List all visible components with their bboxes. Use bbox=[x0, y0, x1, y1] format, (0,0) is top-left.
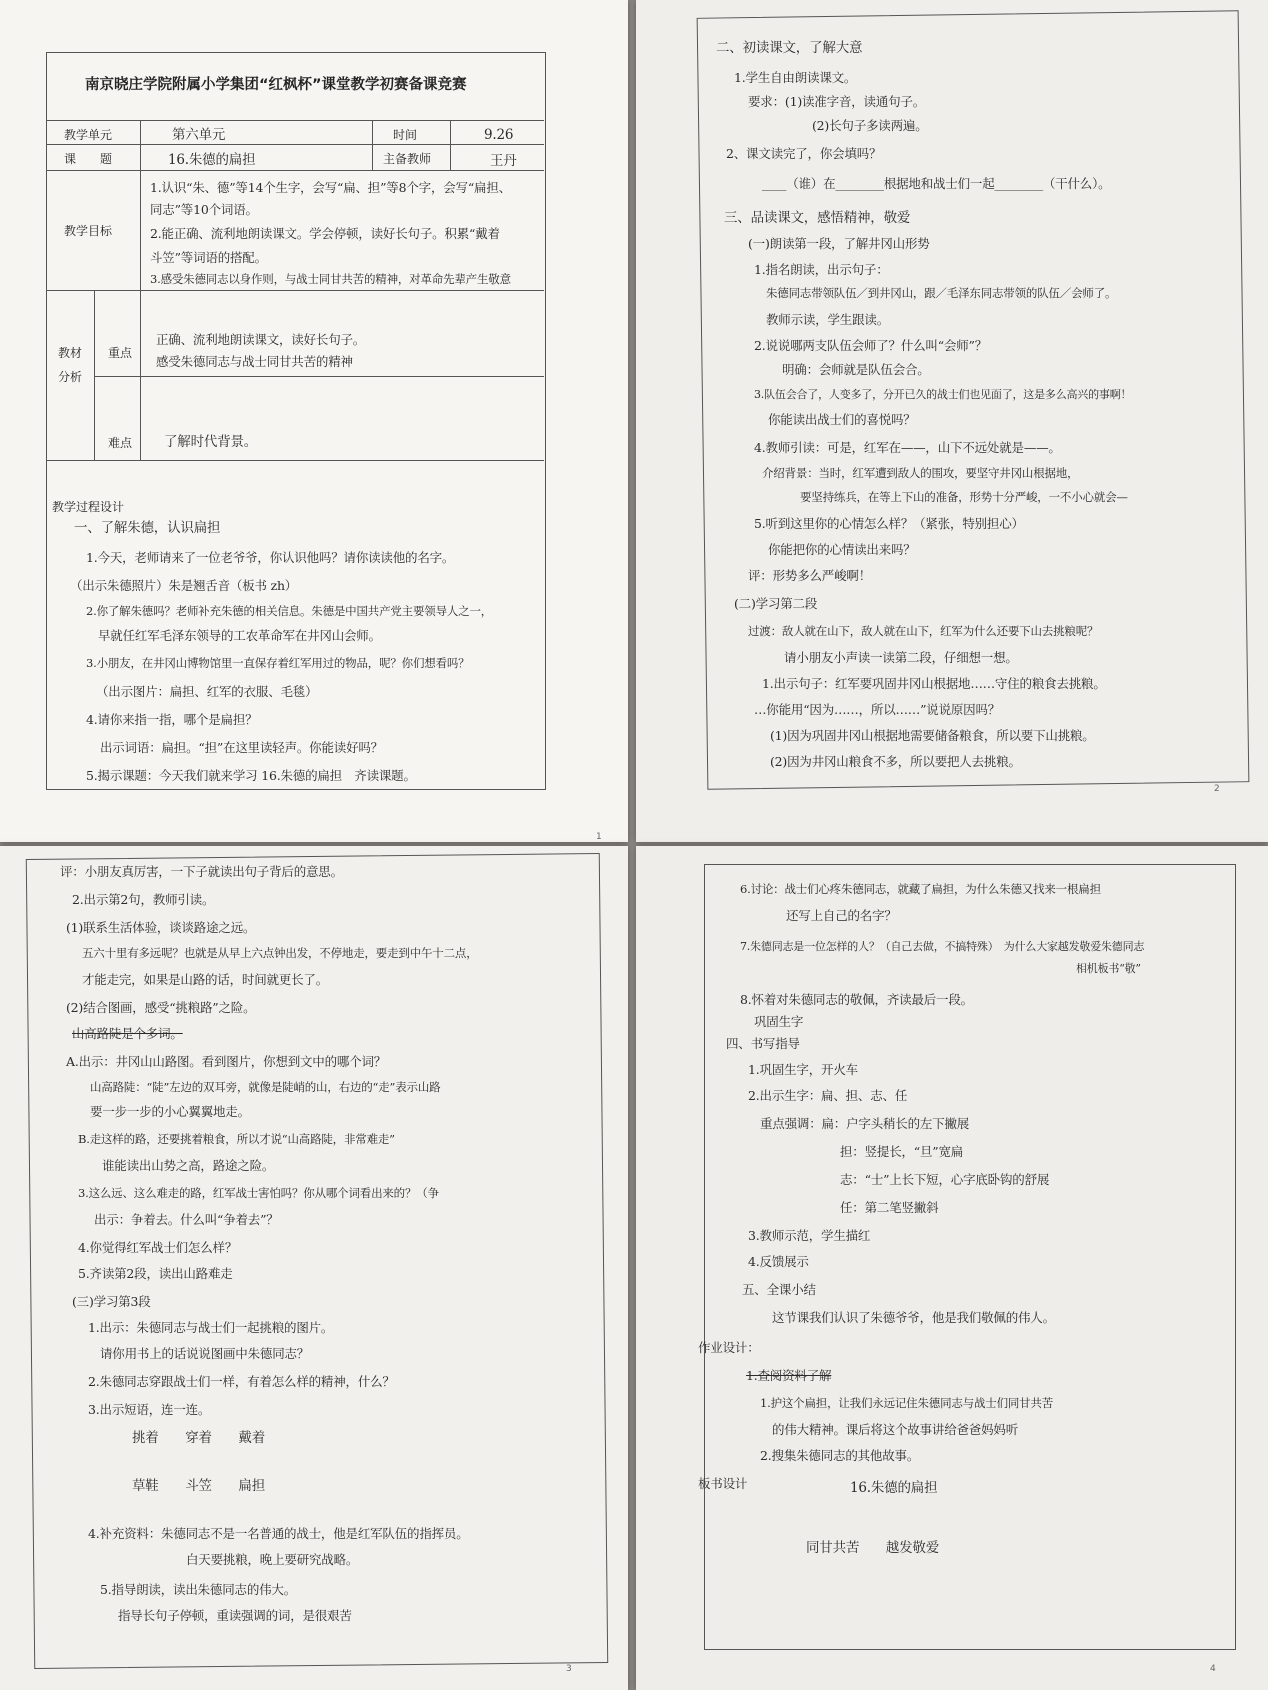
text-line: 2.说说哪两支队伍会师了？什么叫“会师”？ bbox=[754, 338, 988, 353]
text-line: 8.怀着对朱德同志的敬佩，齐读最后一段。 bbox=[740, 992, 973, 1007]
text-line: 同甘共苦 越发敬爱 bbox=[806, 1540, 939, 1556]
label-process: 教学过程设计 bbox=[52, 500, 125, 514]
text-line: 挑着 穿着 戴着 bbox=[132, 1430, 265, 1446]
text-line: 谁能读出山势之高，路途之险。 bbox=[102, 1158, 275, 1173]
process-line: 3.小朋友，在井冈山博物馆里一直保存着红军用过的物品，呢？你们想看吗？ bbox=[86, 656, 470, 670]
text-line: 1.学生自由朗读课文。 bbox=[734, 70, 857, 85]
page-1-frame bbox=[46, 52, 546, 790]
process-line: （出示朱德照片）朱是翘舌音（板书 zh） bbox=[70, 578, 298, 593]
text-line: 介绍背景：当时，红军遭到敌人的围攻，要坚守井冈山根据地， bbox=[762, 466, 1079, 480]
process-line: （出示图片：扁担、红军的衣服、毛毯） bbox=[96, 684, 318, 699]
page-number: 2 bbox=[1214, 784, 1220, 794]
key-point: 正确、流利地朗读课文，读好长句子。 bbox=[156, 332, 366, 347]
text-line: 7.朱德同志是一位怎样的人？（自己去做，不搞特殊） 为什么大家越发敬爱朱德同志 bbox=[740, 940, 1145, 953]
text-line: 2.出示第2句，教师引读。 bbox=[72, 892, 215, 907]
text-line: 评：小朋友真厉害，一下子就读出句子背后的意思。 bbox=[60, 864, 343, 879]
text-line: 这节课我们认识了朱德爷爷，他是我们敬佩的伟人。 bbox=[772, 1310, 1055, 1325]
label-key: 重点 bbox=[108, 346, 133, 360]
text-line: 3.教师示范，学生描红 bbox=[748, 1228, 871, 1243]
text-line: 要一步一步的小心翼翼地走。 bbox=[90, 1104, 250, 1119]
label-time: 时间 bbox=[393, 128, 418, 142]
key-point: 感受朱德同志与战士同甘共苦的精神 bbox=[156, 354, 353, 369]
text-line: 明确：会师就是队伍会合。 bbox=[782, 362, 930, 377]
text-line: 出示：争着去。什么叫“争着去”？ bbox=[94, 1212, 279, 1227]
label-teacher: 主备教师 bbox=[383, 152, 432, 166]
text-line: 1.出示句子：红军要巩固井冈山根据地……守住的粮食去挑粮。 bbox=[762, 676, 1106, 691]
text-line: 草鞋 斗笠 扁担 bbox=[132, 1478, 265, 1494]
text-line: 白天要挑粮，晚上要研究战略。 bbox=[186, 1552, 359, 1567]
text-line: 朱德同志带领队伍／到井冈山，跟／毛泽东同志带领的队伍／会师了。 bbox=[766, 286, 1117, 300]
text-line: 教师示读，学生跟读。 bbox=[766, 312, 890, 327]
text-line: 三、品读课文，感悟精神，敬爱 bbox=[724, 210, 911, 226]
difficult-point: 了解时代背景。 bbox=[164, 434, 258, 450]
text-line: 担：竖提长，“旦”宽扁 bbox=[840, 1144, 964, 1159]
page-number: 3 bbox=[566, 1664, 572, 1674]
process-line: 5.揭示课题：今天我们就来学习 16.朱德的扁担 齐读课题。 bbox=[86, 768, 416, 783]
text-line: 山高路陡是个多词。 bbox=[72, 1026, 183, 1041]
document-title: 南京晓庄学院附属小学集团“红枫杯”课堂教学初赛备课竞赛 bbox=[85, 77, 467, 93]
text-line: 要求：(1)读准字音，读通句子。 bbox=[748, 94, 926, 109]
page-number: 4 bbox=[1210, 1664, 1216, 1674]
text-line: A.出示：井冈山山路图。看到图片，你想到文中的哪个词？ bbox=[66, 1054, 387, 1069]
text-line: 4.补充资料：朱德同志不是一名普通的战士，他是红军队伍的指挥员。 bbox=[88, 1526, 469, 1541]
text-line: (一)朗读第一段，了解井冈山形势 bbox=[748, 236, 930, 251]
label-goals: 教学目标 bbox=[64, 224, 113, 238]
text-line: 二、初读课文，了解大意 bbox=[716, 40, 863, 56]
text-line: 才能走完，如果是山路的话，时间就更长了。 bbox=[82, 972, 329, 987]
label-material: 教材 bbox=[58, 346, 83, 360]
page-1 bbox=[0, 0, 628, 842]
text-line: 请你用书上的话说说图画中朱德同志？ bbox=[100, 1346, 310, 1361]
text-line: 你能读出战士们的喜悦吗？ bbox=[768, 412, 916, 427]
page-4 bbox=[636, 846, 1268, 1690]
value-unit: 第六单元 bbox=[172, 127, 226, 143]
text-line: (2)因为井冈山粮食不多，所以要把人去挑粮。 bbox=[770, 754, 1021, 769]
text-line: 2.朱德同志穿跟战士们一样，有着怎么样的精神，什么？ bbox=[88, 1374, 395, 1389]
text-line: (2)长句子多读两遍。 bbox=[812, 118, 928, 133]
text-line: (1)因为巩固井冈山根据地需要储备粮食，所以要下山挑粮。 bbox=[770, 728, 1095, 743]
text-line: (2)结合图画，感受“挑粮路”之险。 bbox=[66, 1000, 256, 1015]
text-line: 4.教师引读：可是，红军在——，山下不远处就是——。 bbox=[754, 440, 1061, 455]
text-line: 5.齐读第2段，读出山路难走 bbox=[78, 1266, 233, 1281]
text-line: ____（谁）在________根据地和战士们一起________（干什么）。 bbox=[762, 176, 1111, 191]
goal-line: 斗笠”等词语的搭配。 bbox=[150, 250, 267, 265]
text-line: 6.讨论：战士们心疼朱德同志，就藏了扁担，为什么朱德又找来一根扁担 bbox=[740, 882, 1101, 896]
text-line: 5.听到这里你的心情怎么样？（紧张，特别担心） bbox=[754, 516, 1024, 531]
text-line: 2.搜集朱德同志的其他故事。 bbox=[760, 1448, 920, 1463]
value-lesson: 16.朱德的扁担 bbox=[168, 152, 256, 168]
process-line: 出示词语：扁担。“担”在这里读轻声。你能读好吗？ bbox=[100, 740, 383, 755]
process-line: 1.今天，老师请来了一位老爷爷，你认识他吗？请你读读他的名字。 bbox=[86, 550, 455, 565]
text-line: 请小朋友小声读一读第二段，仔细想一想。 bbox=[784, 650, 1018, 665]
goal-line: 同志”等10个词语。 bbox=[150, 202, 258, 217]
text-line: 巩固生字 bbox=[754, 1014, 804, 1029]
process-line: 4.请你来指一指，哪个是扁担？ bbox=[86, 712, 258, 727]
goal-line: 2.能正确、流利地朗读课文。学会停顿，读好长句子。积累“戴着 bbox=[150, 226, 500, 241]
text-line: 重点强调：扁：户字头稍长的左下撇展 bbox=[760, 1116, 970, 1131]
text-line: 3.队伍会合了，人变多了，分开已久的战士们也见面了，这是多么高兴的事啊！ bbox=[754, 388, 1132, 401]
text-line: 1.出示：朱德同志与战士们一起挑粮的图片。 bbox=[88, 1320, 334, 1335]
text-line: 五、全课小结 bbox=[742, 1282, 816, 1297]
text-line: 板书设计 bbox=[698, 1476, 748, 1491]
text-line: 作业设计： bbox=[698, 1340, 760, 1355]
text-line: 1.指名朗读，出示句子： bbox=[754, 262, 889, 277]
text-line: 5.指导朗读，读出朱德同志的伟大。 bbox=[100, 1582, 297, 1597]
text-line: 1.查阅资料了解 bbox=[746, 1368, 832, 1383]
text-line: 五六十里有多远呢？也就是从早上六点钟出发，不停地走，要走到中午十二点， bbox=[82, 946, 478, 960]
text-line: 4.反馈展示 bbox=[748, 1254, 809, 1269]
label-lesson: 课 题 bbox=[64, 152, 113, 166]
text-line: 1.护这个扁担，让我们永远记住朱德同志与战士们同甘共苦 bbox=[760, 1396, 1054, 1410]
text-line: (二)学习第二段 bbox=[734, 596, 818, 611]
text-line: 相机板书“敬” bbox=[1076, 962, 1141, 975]
text-line: 还写上自己的名字？ bbox=[786, 908, 897, 923]
text-line: 四、书写指导 bbox=[726, 1036, 800, 1051]
label-difficult: 难点 bbox=[108, 436, 133, 450]
page-number: 1 bbox=[596, 832, 602, 842]
value-teacher: 王丹 bbox=[490, 153, 517, 169]
process-line: 早就任红军毛泽东领导的工农革命军在井冈山会师。 bbox=[98, 628, 381, 643]
page-2 bbox=[636, 0, 1268, 842]
text-line: 志：“士”上长下短，心字底卧钩的舒展 bbox=[840, 1172, 1050, 1187]
value-time: 9.26 bbox=[484, 127, 514, 143]
text-line: 2.出示生字：扁、担、志、任 bbox=[748, 1088, 908, 1103]
text-line: 评：形势多么严峻啊！ bbox=[748, 568, 872, 583]
text-line: …你能用“因为……，所以……”说说原因吗？ bbox=[754, 702, 1001, 717]
process-line: 一、了解朱德，认识扁担 bbox=[74, 520, 221, 536]
text-line: (1)联系生活体验，谈谈路途之远。 bbox=[66, 920, 256, 935]
label-unit: 教学单元 bbox=[64, 128, 113, 142]
goal-line: 1.认识“朱、德”等14个生字，会写“扁、担”等8个字，会写“扁担、 bbox=[150, 180, 511, 195]
text-line: 的伟大精神。课后将这个故事讲给爸爸妈妈听 bbox=[772, 1422, 1019, 1437]
text-line: 过渡：敌人就在山下，敌人就在山下，红军为什么还要下山去挑粮呢？ bbox=[748, 624, 1099, 638]
process-line: 2.你了解朱德吗？老师补充朱德的相关信息。朱德是中国共产党主要领导人之一， bbox=[86, 604, 493, 618]
goal-line: 3.感受朱德同志以身作则，与战士同甘共苦的精神，对革命先辈产生敬意 bbox=[150, 272, 511, 286]
text-line: 你能把你的心情读出来吗？ bbox=[768, 542, 916, 557]
text-line: 山高路陡：“陡”左边的双耳旁，就像是陡峭的山，右边的“走”表示山路 bbox=[90, 1080, 441, 1094]
text-line: (三)学习第3段 bbox=[72, 1294, 151, 1309]
page-3 bbox=[0, 846, 628, 1690]
label-analysis: 分析 bbox=[58, 370, 83, 384]
text-line: 2、课文读完了，你会填吗？ bbox=[726, 146, 882, 161]
text-line: 3.出示短语，连一连。 bbox=[88, 1402, 211, 1417]
text-line: 任：第二笔竖撇斜 bbox=[840, 1200, 939, 1215]
text-line: 指导长句子停顿，重读强调的词，是很艰苦 bbox=[118, 1608, 352, 1623]
text-line: 3.这么远、这么难走的路，红军战士害怕吗？你从哪个词看出来的？（争 bbox=[78, 1186, 439, 1200]
text-line: 1.巩固生字，开火车 bbox=[748, 1062, 858, 1077]
text-line: 16.朱德的扁担 bbox=[850, 1480, 938, 1496]
text-line: 要坚持练兵，在等上下山的准备，形势十分严峻，一不小心就会— bbox=[800, 490, 1128, 504]
text-line: 4.你觉得红军战士们怎么样？ bbox=[78, 1240, 238, 1255]
text-line: B.走这样的路，还要挑着粮食，所以才说“山高路陡，非常难走” bbox=[78, 1132, 395, 1146]
